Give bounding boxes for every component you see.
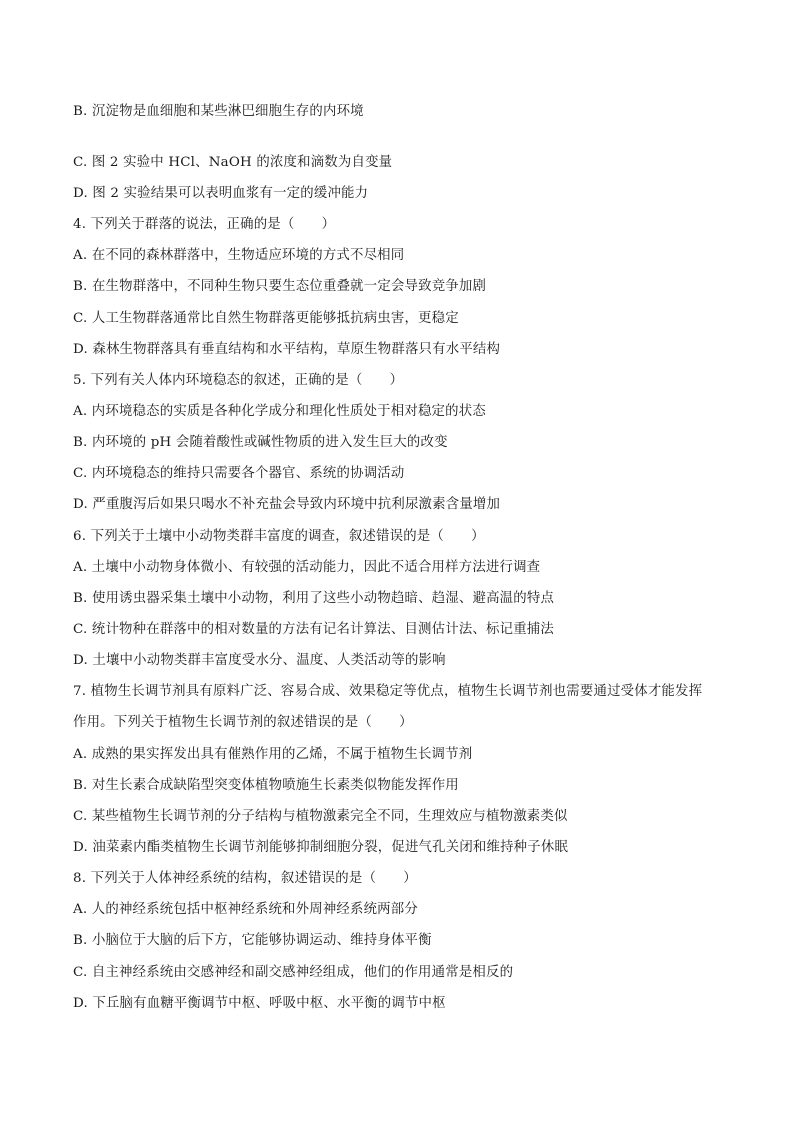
option-4b: B. 在生物群落中，不同种生物只要生态位重叠就一定会导致竞争加剧 (73, 279, 487, 294)
option-3d: D. 图 2 实验结果可以表明血浆有一定的缓冲能力 (73, 186, 369, 201)
option-6b: B. 使用诱虫器采集土壤中小动物，利用了这些小动物趋暗、趋湿、避高温的特点 (73, 591, 555, 606)
option-3b: B. 沉淀物是血细胞和某些淋巴细胞生存的内环境 (73, 104, 364, 119)
option-3c: C. 图 2 实验中 HCl、NaOH 的浓度和滴数为自变量 (73, 155, 393, 170)
option-6c: C. 统计物种在群落中的相对数量的方法有记名计算法、目测估计法、标记重捕法 (73, 622, 554, 637)
option-8c: C. 自主神经系统由交感神经和副交感神经组成，他们的作用通常是相反的 (73, 965, 514, 980)
question-6-stem: 6. 下列关于土壤中小动物类群丰富度的调查，叙述错误的是（ ） (73, 529, 485, 544)
option-4c: C. 人工生物群落通常比自然生物群落更能够抵抗病虫害，更稳定 (73, 311, 459, 326)
option-7a: A. 成熟的果实挥发出具有催熟作用的乙烯，不属于植物生长调节剂 (73, 747, 473, 762)
question-8-stem: 8. 下列关于人体神经系统的结构，叙述错误的是（ ） (73, 871, 417, 886)
option-7c: C. 某些植物生长调节剂的分子结构与植物激素完全不同，生理效应与植物激素类似 (73, 809, 568, 824)
option-5a: A. 内环境稳态的实质是各种化学成分和理化性质处于相对稳定的状态 (73, 404, 486, 419)
question-5-stem: 5. 下列有关人体内环境稳态的叙述，正确的是（ ） (73, 373, 404, 388)
option-5b: B. 内环境的 pH 会随着酸性或碱性物质的进入发生巨大的改变 (73, 435, 448, 450)
option-4d: D. 森林生物群落具有垂直结构和水平结构，草原生物群落只有水平结构 (73, 342, 501, 357)
question-4-stem: 4. 下列关于群落的说法，正确的是（ ） (73, 217, 336, 232)
option-8a: A. 人的神经系统包括中枢神经系统和外周神经系统两部分 (73, 902, 418, 917)
option-5c: C. 内环境稳态的维持只需要各个器官、系统的协调活动 (73, 466, 405, 481)
option-8b: B. 小脑位于大脑的后下方，它能够协调运动、维持身体平衡 (73, 933, 432, 948)
option-7b: B. 对生长素合成缺陷型突变体植物喷施生长素类似物能发挥作用 (73, 778, 459, 793)
option-6d: D. 土壤中小动物类群丰富度受水分、温度、人类活动等的影响 (73, 653, 446, 668)
question-7-stem-cont: 作用。下列关于植物生长调节剂的叙述错误的是（ ） (73, 715, 413, 730)
option-8d: D. 下丘脑有血糖平衡调节中枢、呼吸中枢、水平衡的调节中枢 (73, 996, 446, 1011)
option-7d: D. 油菜素内酯类植物生长调节剂能够抑制细胞分裂，促进气孔关闭和维持种子休眠 (73, 840, 569, 855)
option-5d: D. 严重腹泻后如果只喝水不补充盐会导致内环境中抗利尿激素含量增加 (73, 497, 501, 512)
option-4a: A. 在不同的森林群落中，生物适应环境的方式不尽相同 (73, 248, 405, 263)
option-6a: A. 土壤中小动物身体微小、有较强的活动能力，因此不适合用样方法进行调查 (73, 560, 541, 575)
question-7-stem: 7. 植物生长调节剂具有原料广泛、容易合成、效果稳定等优点，植物生长调节剂也需要通过受体才能发挥 (73, 684, 703, 699)
